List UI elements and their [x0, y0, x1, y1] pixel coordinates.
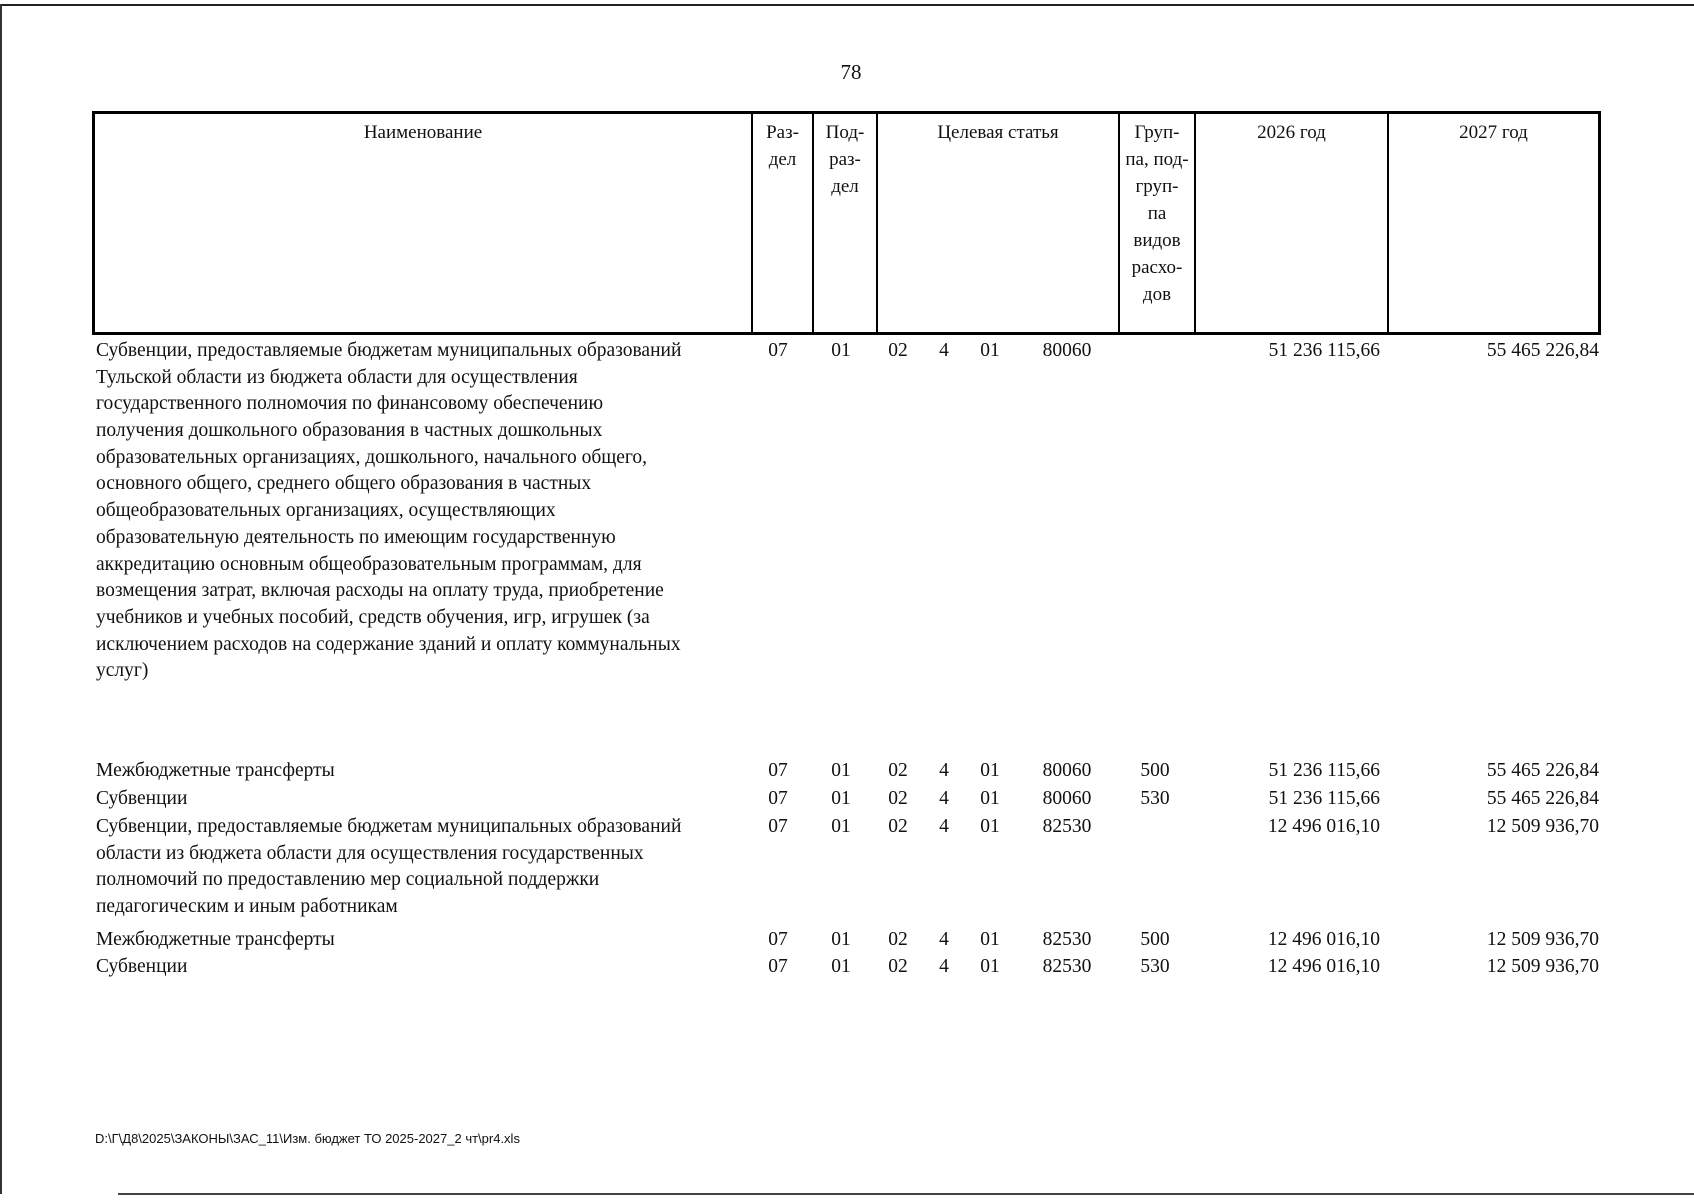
row-name [96, 814, 746, 921]
header-razdel-line: Раз- [766, 122, 799, 143]
header-podrazdel-line: раз- [829, 149, 861, 170]
row-name-line: учебников и учебных пособий, средств обучения, игр, игрушек (за [96, 606, 650, 628]
cell-t4: 80060 [1042, 788, 1092, 809]
cell-y2026: 51 236 115,66 [1268, 760, 1380, 781]
cell-razdel: 07 [768, 929, 788, 950]
row-name [96, 927, 746, 954]
cell-t4: 82530 [1042, 956, 1092, 977]
cell-razdel: 07 [768, 956, 788, 977]
cell-t4: 82530 [1042, 816, 1092, 837]
row-name-line: Межбюджетные трансферты [96, 760, 335, 781]
cell-group: 530 [1140, 956, 1170, 977]
row-name-line: Субвенции [96, 956, 188, 977]
cell-podrazdel: 01 [831, 340, 851, 361]
cell-razdel: 07 [768, 760, 788, 781]
page-number: 78 [840, 60, 862, 84]
row-name-line: образовательных организациях, дошкольного, начального общего, [96, 446, 648, 468]
row-name [96, 954, 746, 981]
cell-y2026: 51 236 115,66 [1268, 340, 1380, 361]
cell-podrazdel: 01 [831, 929, 851, 950]
row-name-line: области из бюджета области для осуществления государственных [96, 842, 644, 864]
cell-t1: 02 [888, 760, 908, 781]
cell-t3: 01 [980, 760, 1000, 781]
cell-t1: 02 [888, 929, 908, 950]
header-group-line: Груп- [1134, 122, 1180, 143]
cell-t3: 01 [980, 788, 1000, 809]
cell-t4: 82530 [1042, 929, 1092, 950]
cell-podrazdel: 01 [831, 760, 851, 781]
cell-t1: 02 [888, 956, 908, 977]
cell-t3: 01 [980, 816, 1000, 837]
cell-t4: 80060 [1042, 340, 1092, 361]
cell-t3: 01 [980, 340, 1000, 361]
row-name-line: Тульской области из бюджета области для осуществления [96, 366, 578, 388]
row-name-line: государственного полномочия по финансовому обеспечению [96, 393, 604, 415]
cell-y2027: 55 465 226,84 [1486, 788, 1599, 809]
cell-t2: 4 [939, 760, 949, 781]
row-name-line: исключением расходов на содержание зданий и оплату коммунальных [96, 633, 681, 655]
row-name-line: аккредитацию основным общеобразовательным программам, для [96, 553, 642, 575]
row-name [96, 338, 746, 685]
cell-group: 500 [1140, 929, 1170, 950]
row-name-line: услуг) [96, 660, 149, 682]
header-target-article-label: Целевая статья [937, 122, 1059, 143]
row-name-line: Межбюджетные трансферты [96, 929, 335, 950]
row-name [96, 758, 746, 785]
cell-y2027: 12 509 936,70 [1486, 816, 1599, 837]
cell-t3: 01 [980, 929, 1000, 950]
header-group-line: дов [1142, 284, 1172, 305]
cell-t1: 02 [888, 788, 908, 809]
cell-t1: 02 [888, 816, 908, 837]
row-name-line: получения дошкольного образования в частных дошкольных [96, 420, 603, 442]
row-name-line: образовательную деятельность по имеющим государственную [96, 526, 616, 548]
scan-border-left [0, 4, 2, 1194]
header-name [95, 114, 753, 332]
cell-podrazdel: 01 [831, 788, 851, 809]
header-year-2026 [1196, 114, 1389, 332]
header-group [1120, 114, 1196, 332]
table-header [92, 111, 1601, 335]
header-group-line: па, под- [1125, 149, 1189, 170]
header-name-label: Наименование [363, 122, 483, 143]
header-podrazdel-line: Под- [825, 122, 865, 143]
header-year-2027-label: 2027 год [1459, 122, 1528, 143]
header-razdel-line: дел [768, 149, 797, 170]
cell-razdel: 07 [768, 788, 788, 809]
header-group-line: па [1147, 203, 1167, 224]
cell-y2027: 55 465 226,84 [1486, 340, 1599, 361]
header-group-line: видов [1133, 230, 1181, 251]
cell-group: 500 [1140, 760, 1170, 781]
header-target-article [878, 114, 1120, 332]
cell-y2026: 12 496 016,10 [1267, 929, 1380, 950]
row-name-line: полномочий по предоставлению мер социальной поддержки [96, 869, 600, 891]
header-podrazdel-line: дел [831, 176, 859, 197]
cell-y2026: 12 496 016,10 [1267, 816, 1380, 837]
cell-t2: 4 [939, 816, 949, 837]
header-group-line: груп- [1135, 176, 1179, 197]
row-name-line: общеобразовательных организациях, осуществляющих [96, 500, 556, 522]
cell-podrazdel: 01 [831, 956, 851, 977]
cell-y2026: 12 496 016,10 [1267, 956, 1380, 977]
row-name-line: возмещения затрат, включая расходы на оплату труда, приобретение [96, 580, 664, 602]
footer-file-path: D:\Г\Д8\2025\ЗАКОНЫ\ЗАС_11\Изм. бюджет ТО 2025-2027_2 чт\pr4.xls [95, 1131, 520, 1146]
cell-podrazdel: 01 [831, 816, 851, 837]
row-name-line: основного общего, среднего общего образования в частных [96, 473, 592, 495]
row-name-line: Субвенции, предоставляемые бюджетам муниципальных образований [96, 340, 682, 361]
cell-t2: 4 [939, 340, 949, 361]
cell-t4: 80060 [1042, 760, 1092, 781]
cell-t2: 4 [939, 788, 949, 809]
row-name-line: педагогическим и иным работникам [96, 896, 398, 918]
header-group-line: расхо- [1131, 257, 1183, 278]
scan-border-top [0, 4, 1694, 6]
cell-razdel: 07 [768, 340, 788, 361]
cell-y2027: 12 509 936,70 [1486, 956, 1599, 977]
cell-y2027: 12 509 936,70 [1486, 929, 1599, 950]
header-podrazdel [814, 114, 878, 332]
cell-y2026: 51 236 115,66 [1268, 788, 1380, 809]
cell-t1: 02 [888, 340, 908, 361]
cell-y2027: 55 465 226,84 [1486, 760, 1599, 781]
row-name-line: Субвенции, предоставляемые бюджетам муниципальных образований [96, 816, 682, 837]
cell-group: 530 [1140, 788, 1170, 809]
cell-t2: 4 [939, 929, 949, 950]
header-year-2026-label: 2026 год [1257, 122, 1326, 143]
header-razdel [753, 114, 814, 332]
row-name-line: Субвенции [96, 788, 188, 809]
scan-border-bottom [118, 1193, 1694, 1195]
header-year-2027 [1389, 114, 1598, 332]
row-name [96, 786, 746, 813]
cell-razdel: 07 [768, 816, 788, 837]
cell-t3: 01 [980, 956, 1000, 977]
cell-t2: 4 [939, 956, 949, 977]
